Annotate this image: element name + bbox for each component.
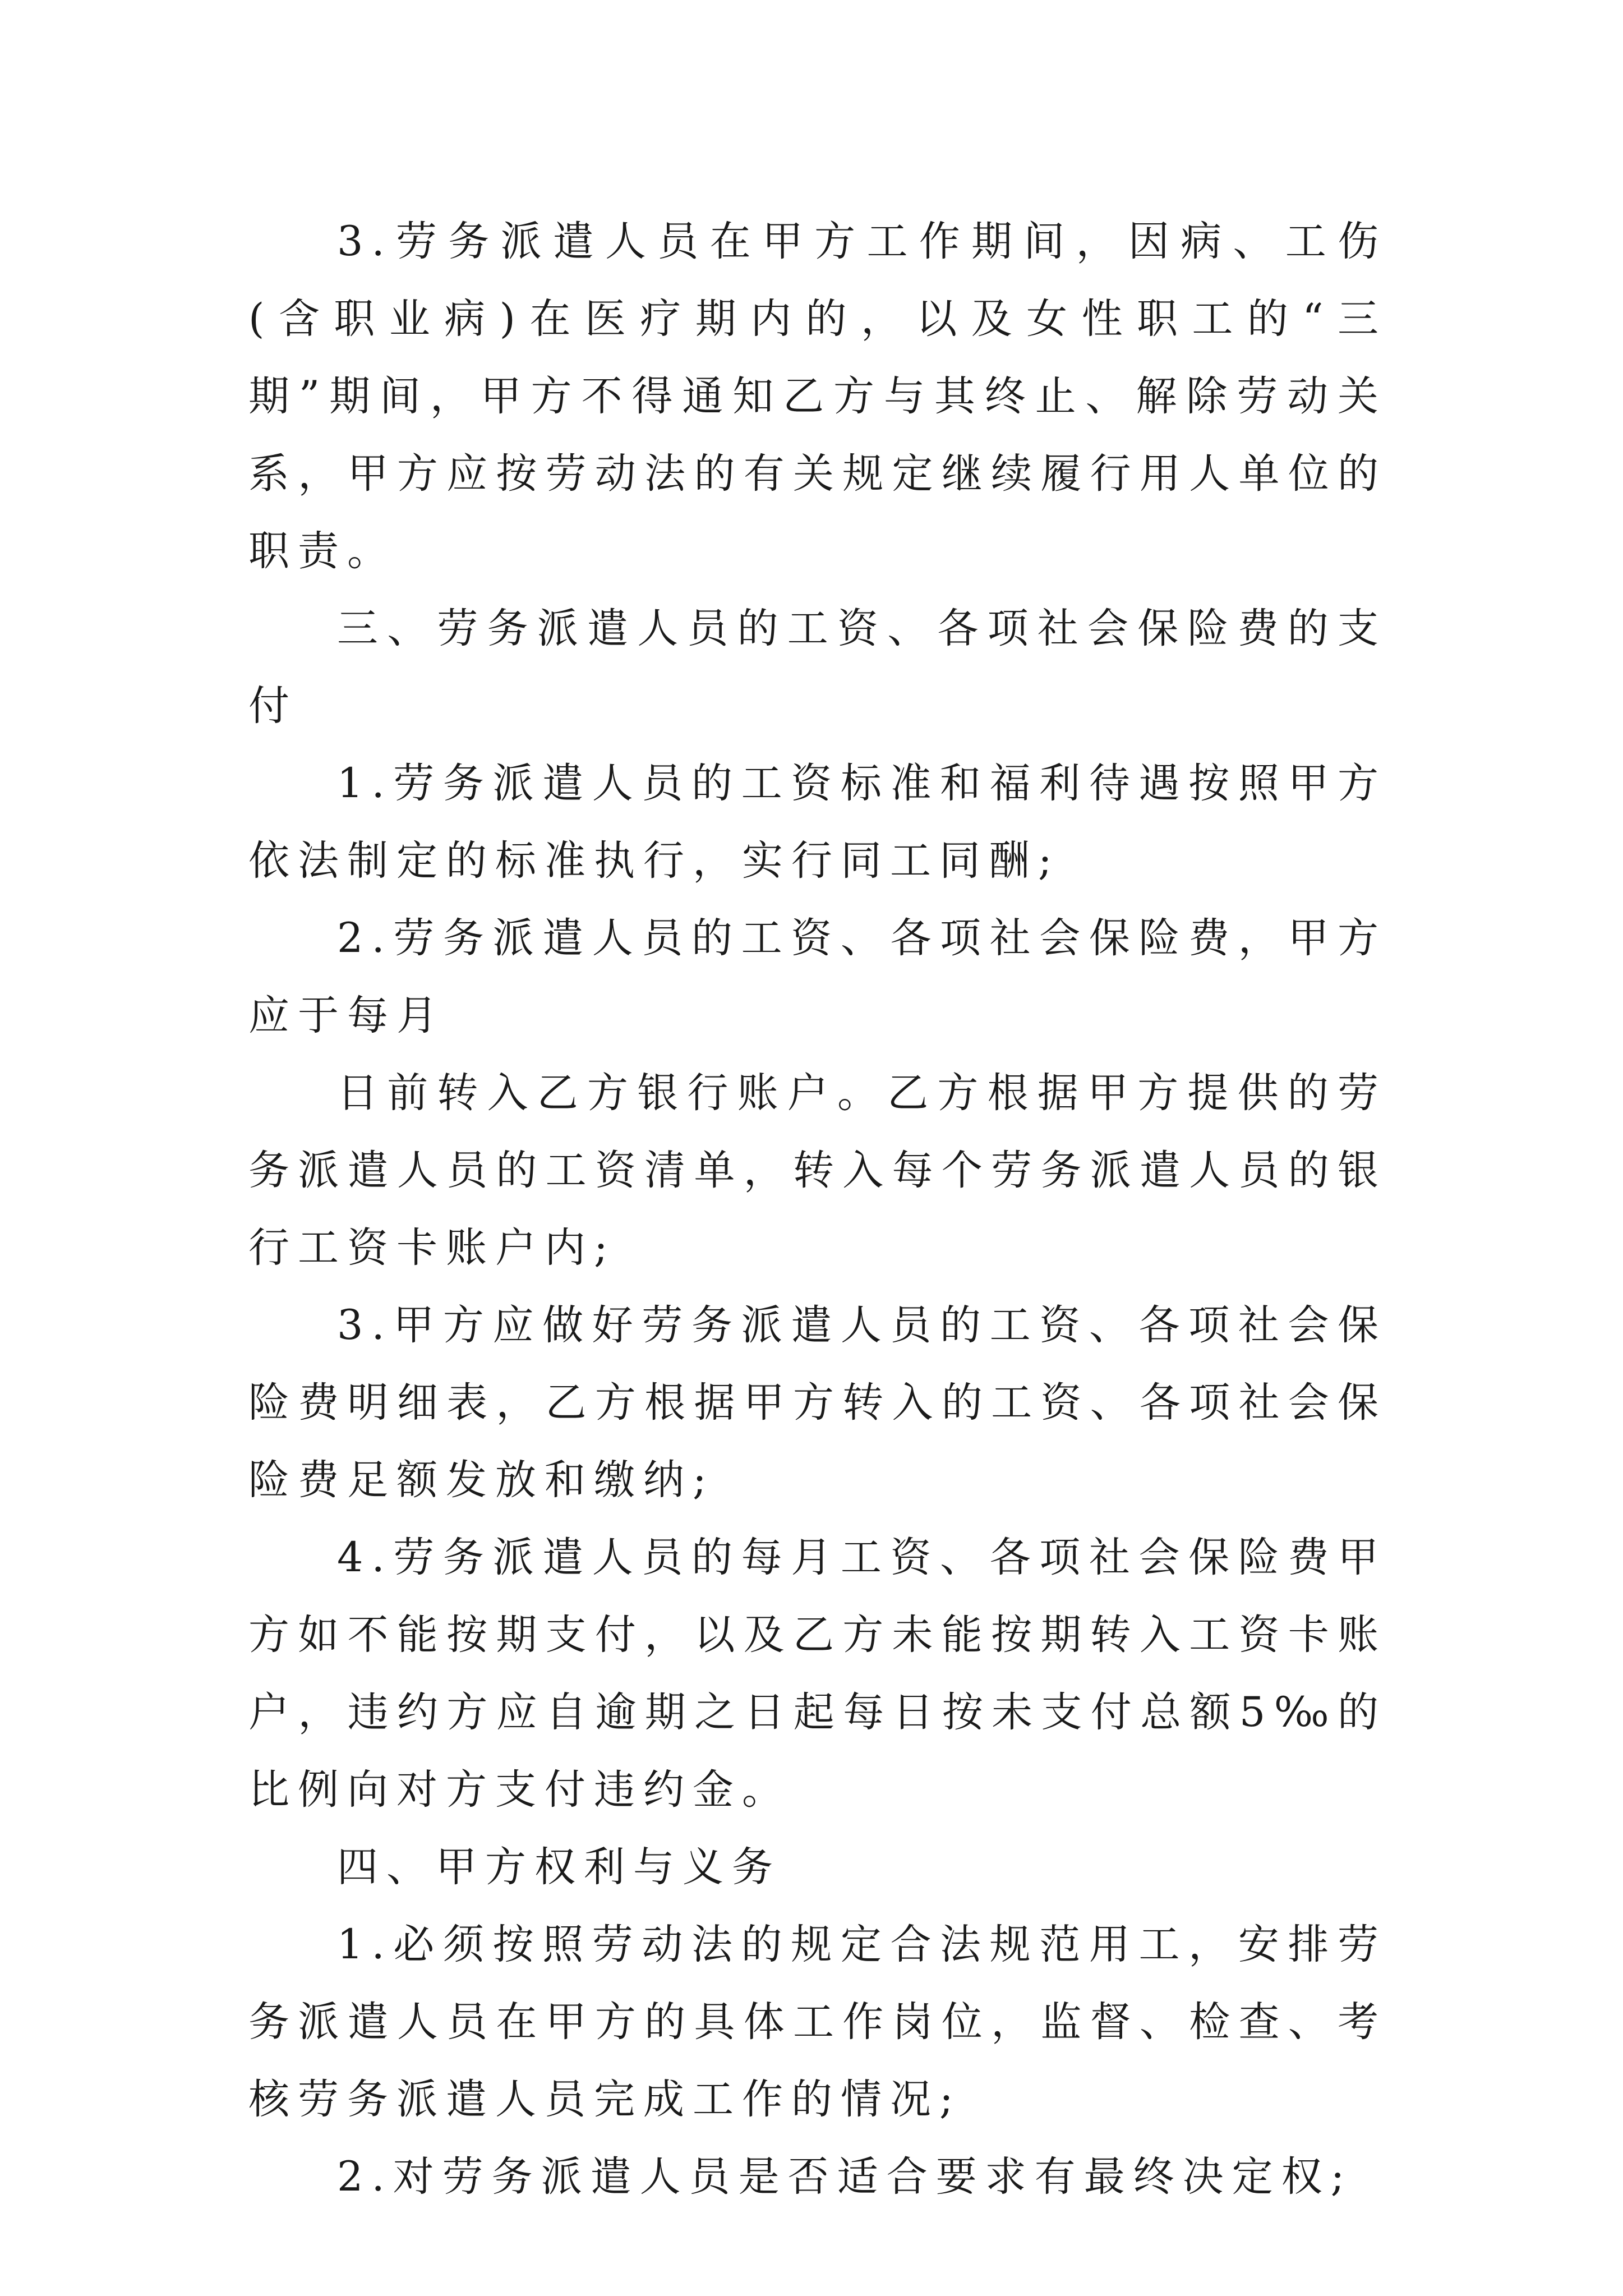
- paragraph-wage-3: 3.甲方应做好劳务派遣人员的工资、各项社会保险费明细表，乙方根据甲方转入的工资、各项社会保险费足额发放和缴纳;: [248, 1301, 1387, 1504]
- paragraph-wage-4: 4.劳务派遣人员的每月工资、各项社会保险费甲方如不能按期支付，以及乙方未能按期转入工资卡账户，违约方应自逾期之日起每日按未支付总额5‰的比例向对方支付违约金。: [248, 1534, 1387, 1814]
- document-body: [248, 203, 1387, 2216]
- paragraph-wage-1: 1.劳务派遣人员的工资标准和福利待遇按照甲方依法制定的标准执行，实行同工同酬;: [248, 760, 1387, 885]
- section-heading-4-party-a: 四、甲方权利与义务: [337, 1843, 781, 1891]
- section-heading-3-wages: 三、劳务派遣人员的工资、各项社会保险费的支付: [248, 605, 1387, 730]
- paragraph-wage-2: 2.劳务派遣人员的工资、各项社会保险费，甲方应于每月: [248, 914, 1387, 1039]
- paragraph-party-a-1: 1.必须按照劳动法的规定合法规范用工，安排劳务派遣人员在甲方的具体工作岗位，监督、检查、考核劳务派遣人员完成工作的情况;: [248, 1921, 1387, 2123]
- paragraph-party-a-2: 2.对劳务派遣人员是否适合要求有最终决定权;: [337, 2153, 1353, 2201]
- paragraph-clause-3-protection: 3.劳务派遣人员在甲方工作期间，因病、工伤(含职业病)在医疗期内的，以及女性职工的“三期”期间，甲方不得通知乙方与其终止、解除劳动关系，甲方应按劳动法的有关规定继续履行用人单位的职责。: [248, 218, 1387, 575]
- paragraph-wage-2-continued: 日前转入乙方银行账户。乙方根据甲方提供的劳务派遣人员的工资清单，转入每个劳务派遣人员的银行工资卡账户内;: [248, 1069, 1387, 1272]
